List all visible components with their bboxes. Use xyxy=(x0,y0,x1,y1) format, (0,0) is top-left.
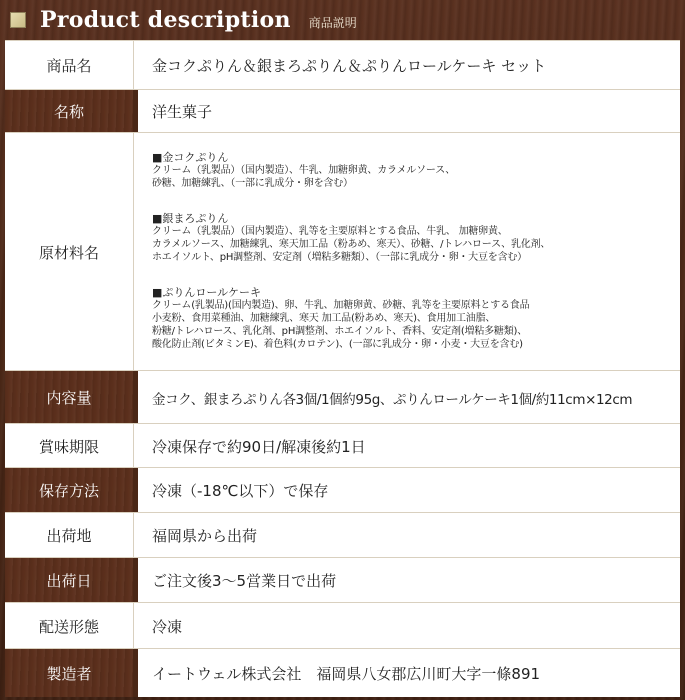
ingredient-group xyxy=(152,212,550,264)
ingredient-group-title: ■銀まろぷりん xyxy=(152,212,229,225)
table-row-ingredients xyxy=(5,132,680,371)
table-row-maker xyxy=(5,648,680,697)
row-value: 福岡県から出荷 xyxy=(138,513,680,558)
ingredient-line: クリーム(乳製品)(国内製造)、卵、牛乳、加糖卵黄、砂糖、乳等を主要原料とする食品 xyxy=(152,300,530,311)
row-value: 冷凍 xyxy=(138,603,680,649)
section-header xyxy=(0,0,685,40)
section-subtitle: 商品説明 xyxy=(308,15,357,30)
table-row-name xyxy=(5,40,680,90)
row-label: 原材料名 xyxy=(5,133,133,371)
ingredients-list xyxy=(152,133,550,373)
row-label: 製造者 xyxy=(5,649,133,697)
row-label: 配送形態 xyxy=(5,603,133,649)
ingredient-group-title: ■ぷりんロールケーキ xyxy=(152,286,261,299)
spec-table xyxy=(5,40,680,696)
table-row-storage xyxy=(5,467,680,513)
row-value: 金コク、銀まろぷりん各3個/1個約95g、ぷりんロールケーキ1個/約11cm×12cm xyxy=(138,371,680,424)
table-row-contents xyxy=(5,370,680,424)
ingredient-line: クリーム（乳製品）（国内製造）、乳等を主要原料とする食品、牛乳、 加糖卵黄、 xyxy=(152,226,508,237)
row-label: 出荷日 xyxy=(5,558,133,603)
row-value xyxy=(138,133,680,371)
section-title: Product description xyxy=(40,7,291,33)
row-value: 冷凍保存で約90日/解凍後約1日 xyxy=(138,424,680,468)
ingredient-line: 砂糖、加糖練乳、（一部に乳成分・卵を含む） xyxy=(152,178,353,189)
row-value: 冷凍（-18℃以下）で保存 xyxy=(138,468,680,513)
row-label: 内容量 xyxy=(5,371,133,424)
row-label: 出荷地 xyxy=(5,513,133,558)
table-row-delivery xyxy=(5,602,680,649)
table-row-shipdate xyxy=(5,557,680,603)
ingredient-group xyxy=(152,151,550,190)
row-value: ご注文後3～5営業日で出荷 xyxy=(138,558,680,603)
table-row-origin xyxy=(5,512,680,558)
row-value: イートウェル株式会社 福岡県八女郡広川町大字一條891 xyxy=(138,649,680,697)
row-label: 保存方法 xyxy=(5,468,133,513)
row-value: 洋生菓子 xyxy=(138,90,680,133)
ingredient-line: ホエイソルト、pH調整剤、安定剤（増粘多糖類）、（一部に乳成分・卵・大豆を含む） xyxy=(152,252,527,263)
header-square-icon xyxy=(10,12,26,28)
table-row-category xyxy=(5,89,680,133)
ingredient-line: クリーム（乳製品）（国内製造）、牛乳、加糖卵黄、カラメルソース、 xyxy=(152,165,456,176)
row-label: 商品名 xyxy=(5,41,133,90)
ingredient-line: 粉糖/トレハロース、乳化剤、pH調整剤、ホエイソルト、香料、安定剤(増粘多糖類)、 xyxy=(152,326,528,337)
ingredient-line: 小麦粉、食用菜種油、加糖練乳、寒天 加工品(粉あめ、寒天)、食用加工油脂、 xyxy=(152,313,496,324)
row-label: 名称 xyxy=(5,90,133,133)
row-value: 金コクぷりん＆銀まろぷりん＆ぷりんロールケーキ セット xyxy=(138,41,680,90)
table-row-expiry xyxy=(5,423,680,468)
ingredient-line: カラメルソース、加糖練乳、寒天加工品（粉あめ、寒天）、砂糖、/トレハロース、乳化剤、 xyxy=(152,239,551,250)
ingredient-group xyxy=(152,286,550,351)
ingredient-group-title: ■金コクぷりん xyxy=(152,151,229,164)
row-label: 賞味期限 xyxy=(5,424,133,468)
ingredient-line: 酸化防止剤(ビタミンE)、着色料(カロテン)、(一部に乳成分・卵・小麦・大豆を含む) xyxy=(152,339,523,350)
